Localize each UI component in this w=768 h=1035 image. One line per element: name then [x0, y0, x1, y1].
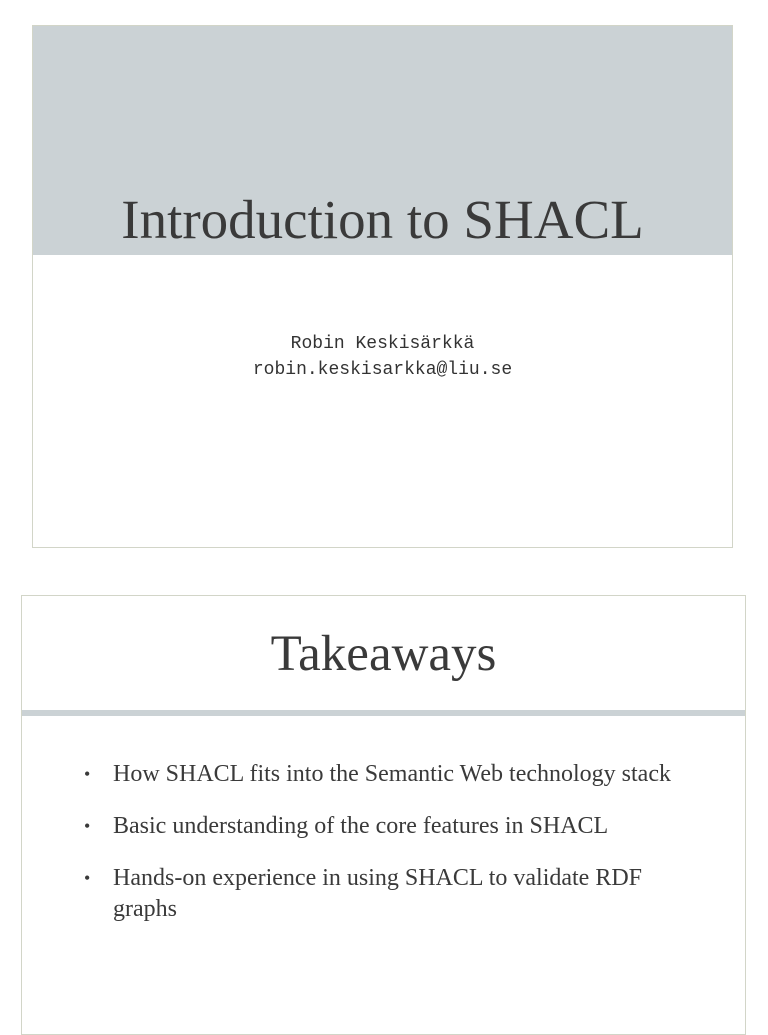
bullet-icon: • — [84, 816, 91, 836]
bullet-item — [84, 863, 694, 925]
slide-title: Introduction to SHACL — [121, 189, 644, 250]
bullet-text: How SHACL fits into the Semantic Web technology stack — [113, 761, 671, 787]
slide-title: Takeaways — [270, 626, 497, 682]
author-name: Robin Keskisärkkä — [290, 334, 475, 354]
bullet-icon: • — [84, 868, 91, 888]
bullet-list — [84, 759, 694, 946]
takeaways-slide — [21, 595, 746, 1035]
author-email: robin.keskisarkka@liu.se — [252, 360, 513, 380]
bullet-text: Basic understanding of the core features in SHACL — [113, 813, 609, 839]
author-block — [33, 331, 732, 383]
bullet-text: Hands-on experience in using SHACL to validate RDF graphs — [113, 865, 643, 922]
bullet-item — [84, 811, 694, 842]
bullet-item — [84, 759, 694, 790]
bullet-icon: • — [84, 764, 91, 784]
title-divider — [22, 710, 745, 716]
title-slide — [32, 25, 733, 548]
